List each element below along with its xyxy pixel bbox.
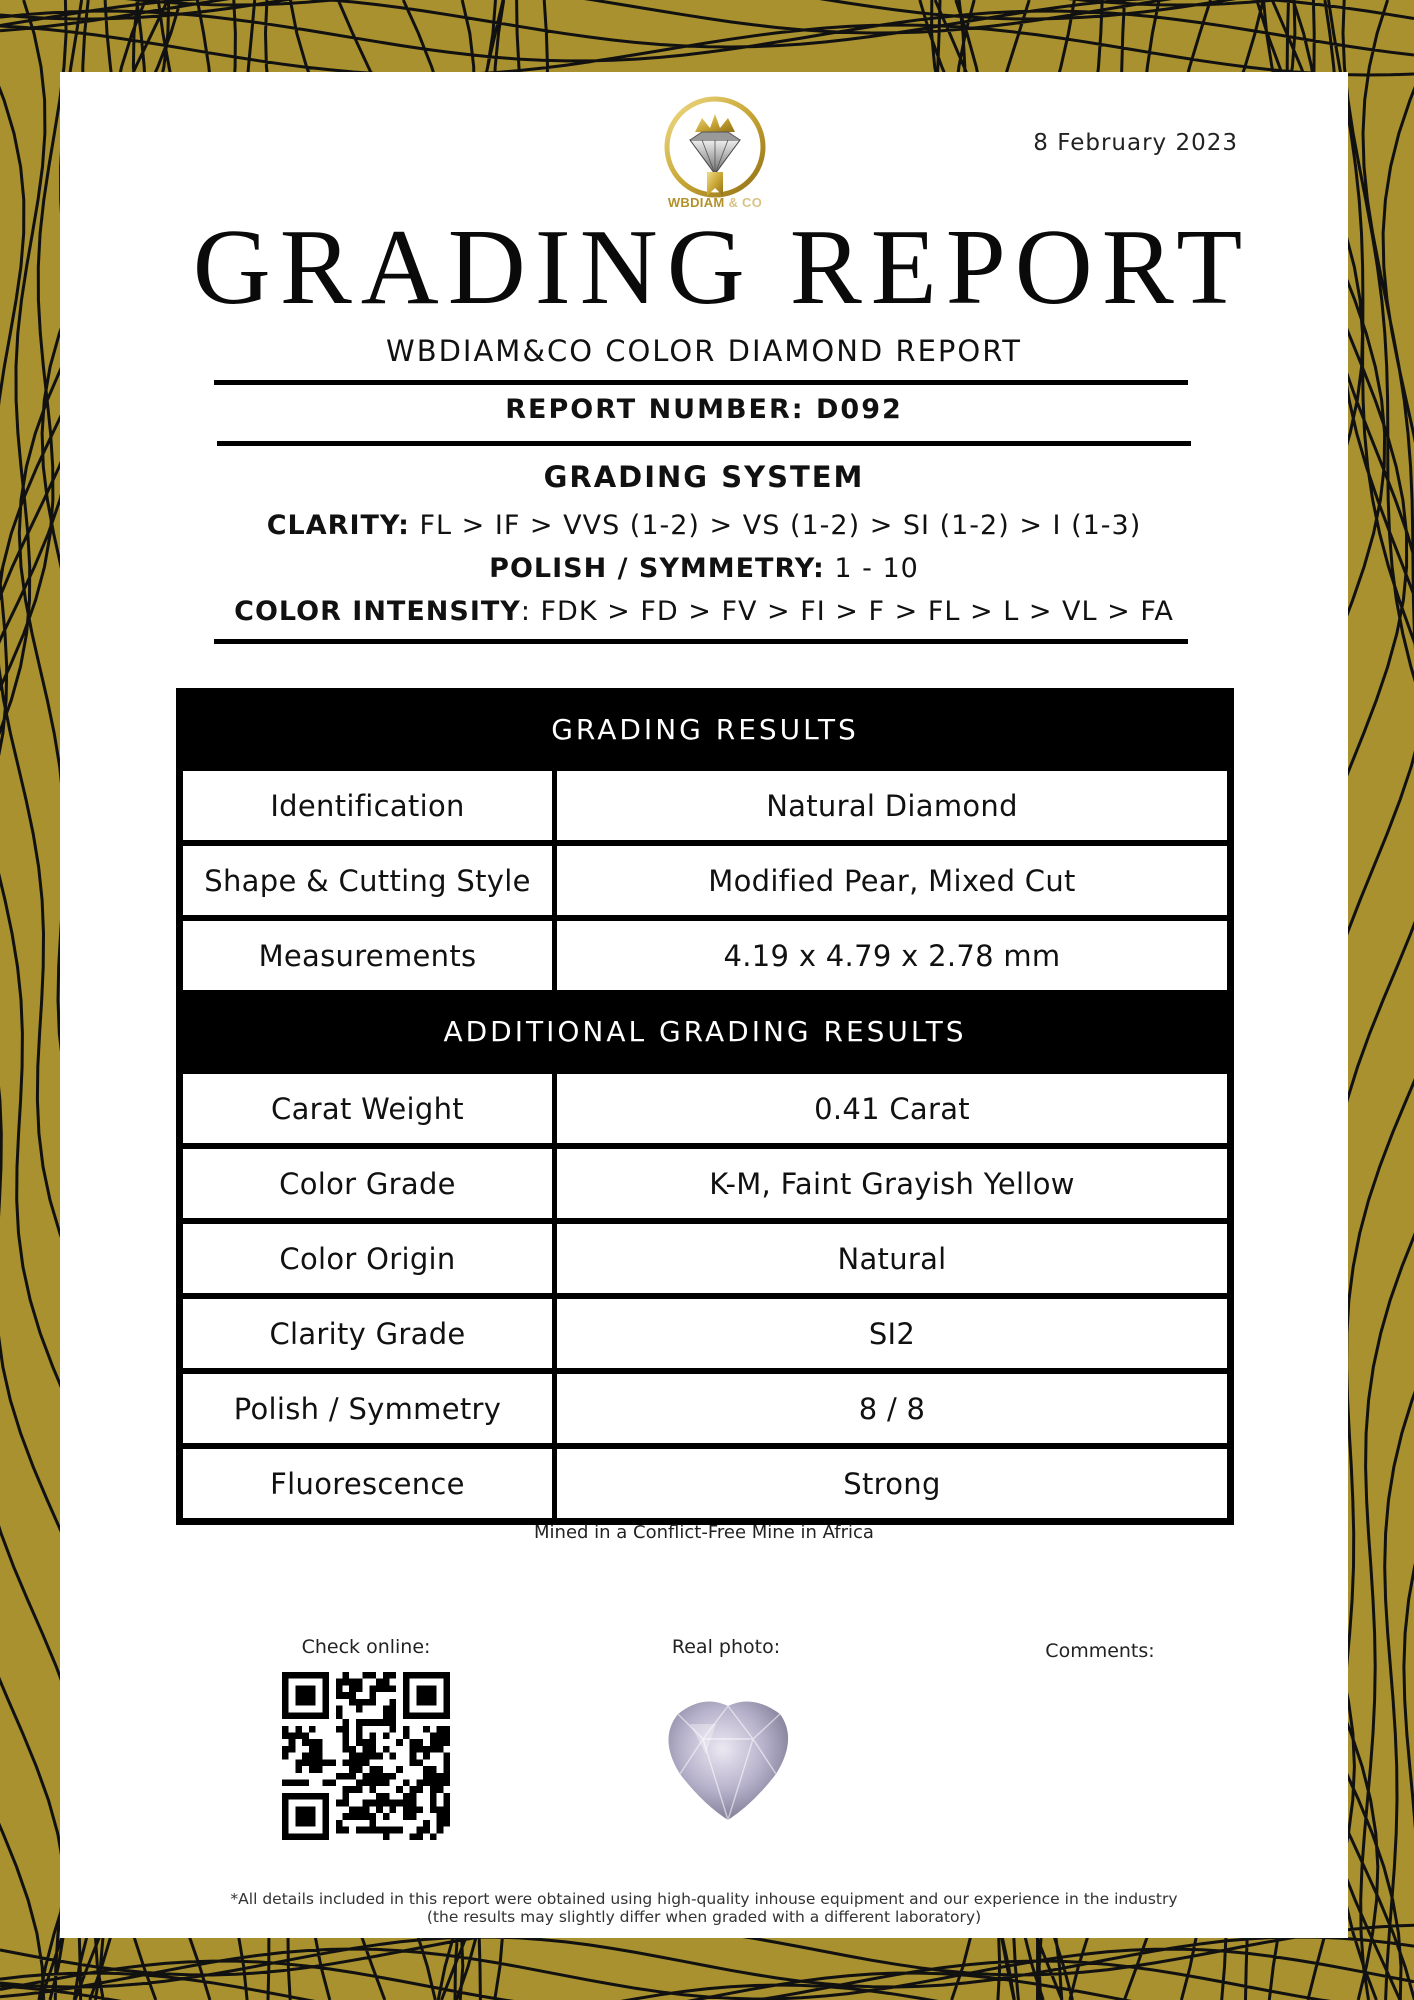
page-title: GRADING REPORT [192, 208, 1252, 327]
disclaimer-line: (the results may slightly differ when graded with a different laboratory) [426, 1908, 982, 1926]
row-label: Measurements [180, 918, 555, 993]
qr-finder [295, 1685, 315, 1705]
qr-code-icon[interactable] [282, 1672, 450, 1840]
table-row [180, 1071, 1230, 1146]
row-label: Color Origin [180, 1221, 555, 1296]
additional-results-heading: ADDITIONAL GRADING RESULTS [180, 993, 1230, 1071]
table-row [180, 1446, 1230, 1521]
row-label: Fluorescence [180, 1446, 555, 1521]
table-row [180, 1371, 1230, 1446]
row-label: Clarity Grade [180, 1296, 555, 1371]
row-value: Modified Pear, Mixed Cut [555, 843, 1230, 918]
real-photo-label: Real photo: [671, 1636, 781, 1658]
table-row [180, 1221, 1230, 1296]
polish-symmetry-scale: POLISH / SYMMETRY: 1 - 10 [489, 553, 919, 584]
row-label: Carat Weight [180, 1071, 555, 1146]
table-row [180, 1146, 1230, 1221]
comments-label: Comments: [1045, 1640, 1155, 1662]
diamond-photo [658, 1694, 798, 1822]
row-label: Shape & Cutting Style [180, 843, 555, 918]
grading-system-heading: GRADING SYSTEM [543, 460, 865, 494]
clarity-scale: CLARITY: FL > IF > VVS (1-2) > VS (1-2) > SI (1-2) > I (1-3) [266, 510, 1142, 541]
row-value: Strong [555, 1446, 1230, 1521]
table-row [180, 843, 1230, 918]
table-row [180, 768, 1230, 843]
divider [217, 441, 1191, 446]
brand-logo-text: WBDIAM & CO [667, 195, 763, 210]
report-number: REPORT NUMBER: D092 [505, 394, 903, 425]
report-card [60, 72, 1348, 1938]
color-intensity-scale: COLOR INTENSITY: FDK > FD > FV > FI > F > FL > L > VL > FA [234, 596, 1174, 627]
row-value: 8 / 8 [555, 1371, 1230, 1446]
row-value: SI2 [555, 1296, 1230, 1371]
row-value: 4.19 x 4.79 x 2.78 mm [555, 918, 1230, 993]
check-online-label: Check online: [301, 1636, 431, 1658]
report-subtitle: WBDIAM&CO COLOR DIAMOND REPORT [386, 334, 1022, 368]
conflict-free-note: Mined in a Conflict-Free Mine in Africa [534, 1522, 874, 1543]
table-row [180, 1296, 1230, 1371]
row-value: Natural Diamond [555, 768, 1230, 843]
divider [214, 380, 1188, 385]
row-value: Natural [555, 1221, 1230, 1296]
row-label: Polish / Symmetry [180, 1371, 555, 1446]
divider [214, 639, 1188, 644]
report-date: 8 February 2023 [1033, 130, 1238, 156]
table-row [180, 918, 1230, 993]
row-label: Identification [180, 768, 555, 843]
qr-finder [295, 1806, 315, 1826]
row-label: Color Grade [180, 1146, 555, 1221]
qr-finder [416, 1685, 436, 1705]
disclaimer-line: *All details included in this report were obtained using high-quality inhouse equipment and our experience in the industry [230, 1890, 1178, 1908]
grading-results-table [176, 688, 1234, 1525]
disclaimer [60, 1890, 1348, 1926]
row-value: K-M, Faint Grayish Yellow [555, 1146, 1230, 1221]
grading-results-heading: GRADING RESULTS [180, 692, 1230, 768]
row-value: 0.41 Carat [555, 1071, 1230, 1146]
